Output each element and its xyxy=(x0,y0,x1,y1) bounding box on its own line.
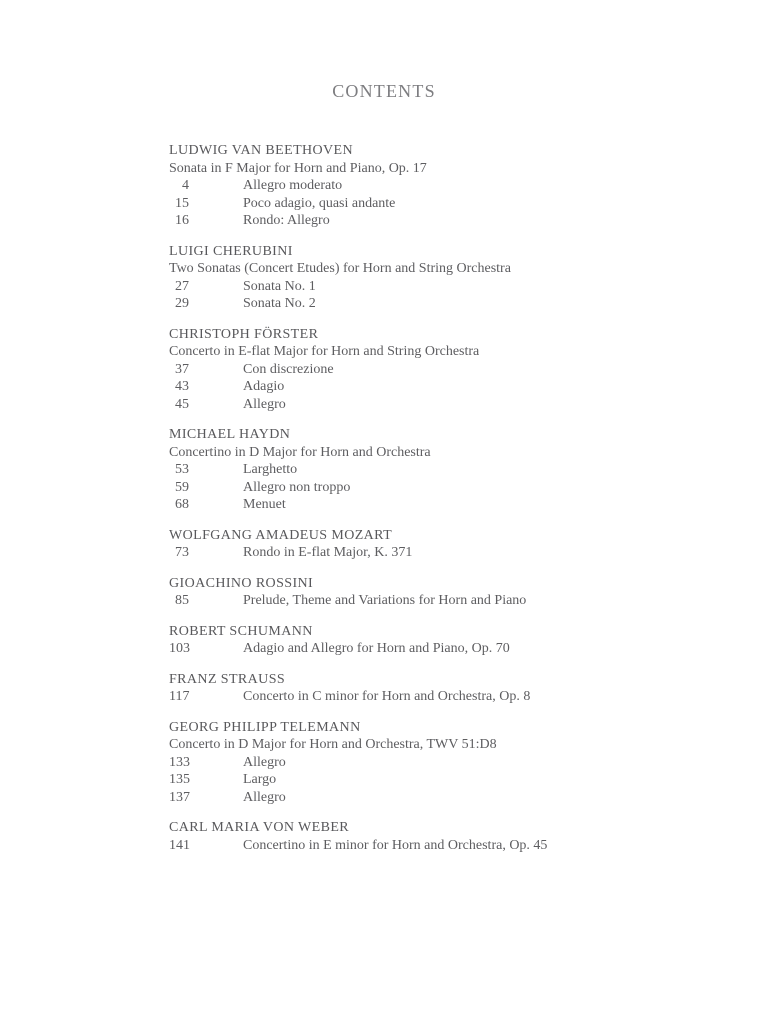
composer-name: GIOACHINO ROSSINI xyxy=(169,575,314,591)
composer-name: MICHAEL HAYDN xyxy=(169,427,291,442)
toc-section xyxy=(169,326,768,414)
movement-title: Con discrezione xyxy=(243,361,334,377)
page-number: 135 xyxy=(169,772,190,787)
page-number: 137 xyxy=(169,789,190,805)
page-number: 141 xyxy=(169,837,190,853)
page-number: 43 xyxy=(175,379,189,394)
page-number: 103 xyxy=(169,641,190,656)
composer-name: CHRISTOPH FÖRSTER xyxy=(169,326,319,342)
composer-name: LUIGI CHERUBINI xyxy=(169,243,293,259)
composer-name: GEORG PHILIPP TELEMANN xyxy=(169,719,361,735)
work-title: Sonata in F Major for Horn and Piano, Op. 17 xyxy=(169,160,427,176)
toc-entry xyxy=(169,177,768,195)
toc-section xyxy=(169,575,768,610)
page-title: CONTENTS xyxy=(332,81,436,101)
page-number: 59 xyxy=(175,479,189,495)
movement-title: Larghetto xyxy=(243,462,298,477)
movement-title: Largo xyxy=(243,772,277,787)
toc-section xyxy=(169,819,768,854)
page-number: 73 xyxy=(175,545,189,560)
movement-title: Poco adagio, quasi andante xyxy=(243,195,396,211)
composer-name: WOLFGANG AMADEUS MOZART xyxy=(169,527,393,543)
movement-title: Concertino in E minor for Horn and Orchestra, Op. 45 xyxy=(243,837,548,853)
page-number: 16 xyxy=(175,213,189,228)
toc-entry xyxy=(169,837,768,855)
work-title: Concerto in E-flat Major for Horn and String Orchestra xyxy=(169,344,480,359)
toc-entry xyxy=(169,496,768,514)
page-number: 15 xyxy=(175,195,189,211)
work-title: Concertino in D Major for Horn and Orchestra xyxy=(169,444,431,460)
movement-title: Allegro non troppo xyxy=(243,479,351,495)
movement-title: Adagio and Allegro for Horn and Piano, Op. 70 xyxy=(243,641,510,656)
page-number: 117 xyxy=(169,689,190,704)
composer-name: FRANZ STRAUSS xyxy=(169,671,286,687)
page-number: 29 xyxy=(175,296,189,311)
composer-name: ROBERT SCHUMANN xyxy=(169,623,313,639)
movement-title: Allegro xyxy=(243,754,286,770)
toc-entry xyxy=(169,754,768,772)
toc-entry xyxy=(169,544,768,562)
movement-title: Rondo in E-flat Major, K. 371 xyxy=(243,545,413,560)
movement-title: Allegro moderato xyxy=(243,178,343,193)
page-number: 133 xyxy=(169,754,190,770)
toc-entry xyxy=(169,640,768,658)
toc-section xyxy=(169,243,768,313)
toc-section xyxy=(169,527,768,562)
page-number: 45 xyxy=(175,396,189,412)
page-number: 4 xyxy=(182,178,189,193)
work-title: Concerto in D Major for Horn and Orchestra, TWV 51:D8 xyxy=(169,737,497,752)
page-number: 53 xyxy=(175,462,189,477)
toc-entry xyxy=(169,592,768,610)
toc-entry xyxy=(169,789,768,807)
movement-title: Sonata No. 2 xyxy=(243,296,316,311)
work-title: Two Sonatas (Concert Etudes) for Horn and String Orchestra xyxy=(169,261,511,276)
contents-list xyxy=(169,142,768,854)
toc-entry xyxy=(169,212,768,230)
movement-title: Menuet xyxy=(243,497,286,512)
toc-entry xyxy=(169,278,768,296)
toc-section xyxy=(169,142,768,230)
page-number: 68 xyxy=(175,497,189,512)
toc-entry xyxy=(169,688,768,706)
toc-section xyxy=(169,426,768,514)
movement-title: Prelude, Theme and Variations for Horn and Piano xyxy=(243,593,527,608)
page-number: 85 xyxy=(175,593,189,608)
movement-title: Adagio xyxy=(243,379,285,394)
composer-name: LUDWIG VAN BEETHOVEN xyxy=(169,143,354,158)
toc-entry xyxy=(169,378,768,396)
toc-entry xyxy=(169,396,768,414)
page-number: 37 xyxy=(175,361,189,377)
movement-title: Rondo: Allegro xyxy=(243,213,330,228)
movement-title: Sonata No. 1 xyxy=(243,278,316,294)
toc-entry xyxy=(169,461,768,479)
toc-entry xyxy=(169,195,768,213)
toc-section xyxy=(169,719,768,807)
movement-title: Concerto in C minor for Horn and Orchestra, Op. 8 xyxy=(243,689,531,704)
page-number: 27 xyxy=(175,278,189,294)
toc-entry xyxy=(169,295,768,313)
toc-entry xyxy=(169,479,768,497)
toc-entry xyxy=(169,361,768,379)
movement-title: Allegro xyxy=(243,789,286,805)
composer-name: CARL MARIA VON WEBER xyxy=(169,820,350,835)
toc-section xyxy=(169,671,768,706)
toc-entry xyxy=(169,771,768,789)
toc-section xyxy=(169,623,768,658)
movement-title: Allegro xyxy=(243,396,286,412)
